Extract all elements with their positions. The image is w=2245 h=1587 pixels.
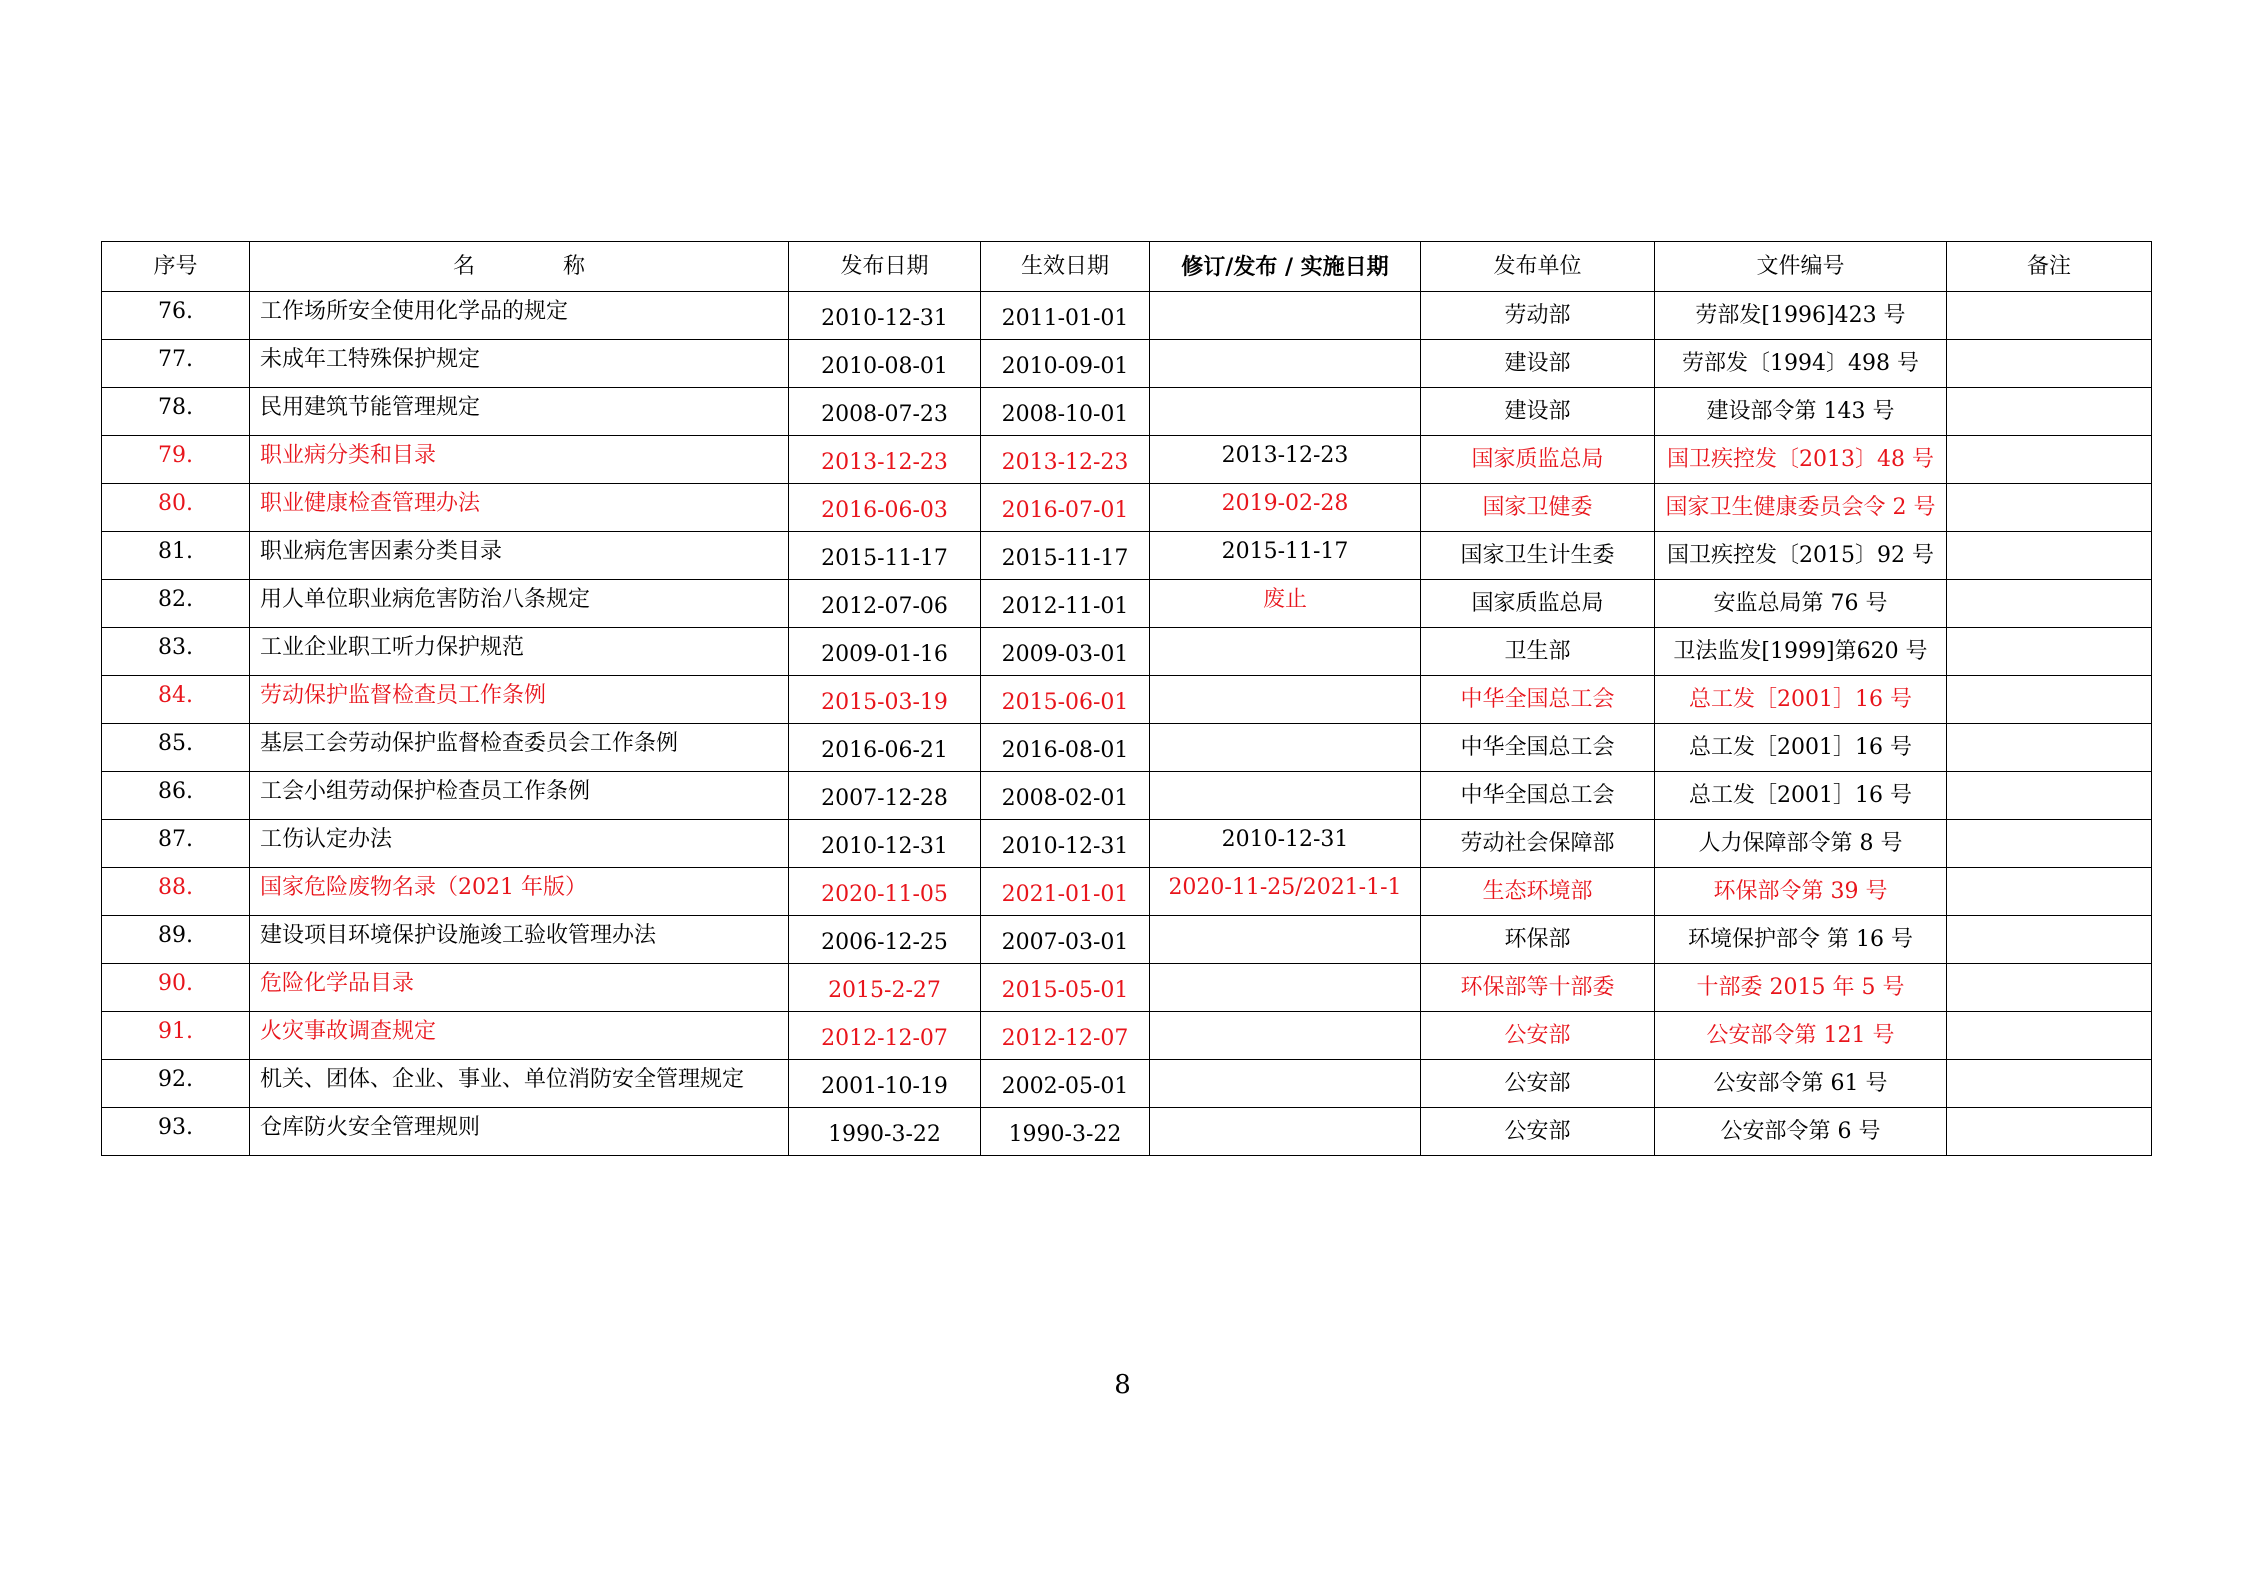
cell-no: 80. (102, 484, 250, 532)
cell-revised (1150, 628, 1421, 676)
page-number: 8 (1114, 1370, 1131, 1400)
cell-effective: 2012-11-01 (981, 580, 1150, 628)
cell-code: 安监总局第 76 号 (1655, 580, 1947, 628)
cell-no: 90. (102, 964, 250, 1012)
cell-name: 国家危险废物名录（2021 年版） (250, 868, 789, 916)
header-row (102, 242, 2152, 292)
cell-name: 仓库防火安全管理规则 (250, 1108, 789, 1156)
cell-issued: 2020-11-05 (789, 868, 981, 916)
table-row (102, 1060, 2152, 1108)
cell-note (1947, 964, 2152, 1012)
cell-no: 89. (102, 916, 250, 964)
cell-revised (1150, 1060, 1421, 1108)
cell-name: 机关、团体、企业、事业、单位消防安全管理规定 (250, 1060, 789, 1108)
cell-code: 十部委 2015 年 5 号 (1655, 964, 1947, 1012)
cell-issued: 2015-11-17 (789, 532, 981, 580)
table-row (102, 292, 2152, 340)
table-row (102, 580, 2152, 628)
cell-no: 78. (102, 388, 250, 436)
cell-issued: 2001-10-19 (789, 1060, 981, 1108)
cell-issued: 2016-06-21 (789, 724, 981, 772)
cell-name: 工作场所安全使用化学品的规定 (250, 292, 789, 340)
cell-name: 危险化学品目录 (250, 964, 789, 1012)
cell-name: 职业病危害因素分类目录 (250, 532, 789, 580)
cell-note (1947, 532, 2152, 580)
cell-effective: 2016-07-01 (981, 484, 1150, 532)
cell-unit: 环保部 (1421, 916, 1655, 964)
cell-revised: 2020-11-25/2021-1-1 (1150, 868, 1421, 916)
cell-issued: 2016-06-03 (789, 484, 981, 532)
cell-unit: 国家质监总局 (1421, 436, 1655, 484)
cell-unit: 公安部 (1421, 1012, 1655, 1060)
cell-name: 用人单位职业病危害防治八条规定 (250, 580, 789, 628)
table-row (102, 820, 2152, 868)
cell-note (1947, 340, 2152, 388)
cell-no: 85. (102, 724, 250, 772)
cell-code: 环境保护部令 第 16 号 (1655, 916, 1947, 964)
cell-name: 职业健康检查管理办法 (250, 484, 789, 532)
cell-effective: 2012-12-07 (981, 1012, 1150, 1060)
table-row (102, 916, 2152, 964)
cell-unit: 中华全国总工会 (1421, 676, 1655, 724)
cell-effective: 2007-03-01 (981, 916, 1150, 964)
cell-no: 87. (102, 820, 250, 868)
cell-note (1947, 1108, 2152, 1156)
cell-no: 93. (102, 1108, 250, 1156)
cell-effective: 2002-05-01 (981, 1060, 1150, 1108)
cell-no: 79. (102, 436, 250, 484)
cell-issued: 2007-12-28 (789, 772, 981, 820)
table-row (102, 676, 2152, 724)
cell-code: 劳部发[1996]423 号 (1655, 292, 1947, 340)
cell-note (1947, 1012, 2152, 1060)
cell-note (1947, 916, 2152, 964)
cell-issued: 2015-2-27 (789, 964, 981, 1012)
table-row (102, 868, 2152, 916)
cell-unit: 国家卫生计生委 (1421, 532, 1655, 580)
header-no: 序号 (102, 242, 250, 292)
header-name: 名 称 (250, 242, 789, 292)
cell-no: 77. (102, 340, 250, 388)
cell-name: 工会小组劳动保护检查员工作条例 (250, 772, 789, 820)
cell-revised: 2019-02-28 (1150, 484, 1421, 532)
cell-no: 76. (102, 292, 250, 340)
cell-code: 公安部令第 121 号 (1655, 1012, 1947, 1060)
header-effective: 生效日期 (981, 242, 1150, 292)
cell-no: 81. (102, 532, 250, 580)
cell-code: 卫法监发[1999]第620 号 (1655, 628, 1947, 676)
cell-no: 91. (102, 1012, 250, 1060)
cell-code: 总工发［2001］16 号 (1655, 772, 1947, 820)
cell-revised (1150, 724, 1421, 772)
cell-issued: 2012-07-06 (789, 580, 981, 628)
cell-name: 火灾事故调查规定 (250, 1012, 789, 1060)
cell-effective: 2008-02-01 (981, 772, 1150, 820)
cell-note (1947, 724, 2152, 772)
cell-unit: 公安部 (1421, 1060, 1655, 1108)
cell-no: 86. (102, 772, 250, 820)
cell-unit: 公安部 (1421, 1108, 1655, 1156)
cell-revised: 2010-12-31 (1150, 820, 1421, 868)
cell-code: 公安部令第 61 号 (1655, 1060, 1947, 1108)
cell-unit: 国家卫健委 (1421, 484, 1655, 532)
cell-name: 职业病分类和目录 (250, 436, 789, 484)
cell-no: 84. (102, 676, 250, 724)
table-row (102, 484, 2152, 532)
cell-note (1947, 868, 2152, 916)
cell-effective: 2010-12-31 (981, 820, 1150, 868)
cell-name: 工业企业职工听力保护规范 (250, 628, 789, 676)
cell-issued: 2010-08-01 (789, 340, 981, 388)
cell-revised (1150, 1108, 1421, 1156)
table-row (102, 724, 2152, 772)
cell-revised (1150, 964, 1421, 1012)
cell-name: 民用建筑节能管理规定 (250, 388, 789, 436)
cell-no: 83. (102, 628, 250, 676)
header-revised: 修订/发布 / 实施日期 (1150, 242, 1421, 292)
header-note: 备注 (1947, 242, 2152, 292)
cell-code: 劳部发〔1994〕498 号 (1655, 340, 1947, 388)
cell-issued: 2008-07-23 (789, 388, 981, 436)
cell-no: 82. (102, 580, 250, 628)
cell-effective: 2015-06-01 (981, 676, 1150, 724)
cell-revised: 2015-11-17 (1150, 532, 1421, 580)
cell-issued: 2010-12-31 (789, 292, 981, 340)
cell-code: 人力保障部令第 8 号 (1655, 820, 1947, 868)
cell-revised (1150, 1012, 1421, 1060)
table-row (102, 340, 2152, 388)
cell-effective: 2015-05-01 (981, 964, 1150, 1012)
header-code: 文件编号 (1655, 242, 1947, 292)
cell-issued: 2009-01-16 (789, 628, 981, 676)
cell-issued: 1990-3-22 (789, 1108, 981, 1156)
cell-effective: 1990-3-22 (981, 1108, 1150, 1156)
cell-name: 建设项目环境保护设施竣工验收管理办法 (250, 916, 789, 964)
cell-revised (1150, 388, 1421, 436)
cell-code: 环保部令第 39 号 (1655, 868, 1947, 916)
cell-note (1947, 292, 2152, 340)
cell-effective: 2021-01-01 (981, 868, 1150, 916)
cell-effective: 2015-11-17 (981, 532, 1150, 580)
cell-name: 工伤认定办法 (250, 820, 789, 868)
cell-note (1947, 484, 2152, 532)
cell-effective: 2010-09-01 (981, 340, 1150, 388)
cell-unit: 劳动部 (1421, 292, 1655, 340)
cell-effective: 2013-12-23 (981, 436, 1150, 484)
cell-issued: 2015-03-19 (789, 676, 981, 724)
cell-code: 公安部令第 6 号 (1655, 1108, 1947, 1156)
cell-note (1947, 628, 2152, 676)
cell-revised (1150, 916, 1421, 964)
table-row (102, 388, 2152, 436)
cell-note (1947, 676, 2152, 724)
cell-effective: 2009-03-01 (981, 628, 1150, 676)
cell-code: 国卫疾控发〔2013〕48 号 (1655, 436, 1947, 484)
cell-revised (1150, 340, 1421, 388)
table-row (102, 772, 2152, 820)
cell-code: 总工发［2001］16 号 (1655, 676, 1947, 724)
cell-effective: 2016-08-01 (981, 724, 1150, 772)
cell-note (1947, 388, 2152, 436)
cell-unit: 中华全国总工会 (1421, 772, 1655, 820)
cell-issued: 2012-12-07 (789, 1012, 981, 1060)
cell-revised (1150, 772, 1421, 820)
cell-note (1947, 580, 2152, 628)
cell-issued: 2013-12-23 (789, 436, 981, 484)
cell-effective: 2008-10-01 (981, 388, 1150, 436)
cell-issued: 2006-12-25 (789, 916, 981, 964)
cell-name: 劳动保护监督检查员工作条例 (250, 676, 789, 724)
cell-unit: 劳动社会保障部 (1421, 820, 1655, 868)
cell-name: 基层工会劳动保护监督检查委员会工作条例 (250, 724, 789, 772)
cell-effective: 2011-01-01 (981, 292, 1150, 340)
cell-unit: 建设部 (1421, 340, 1655, 388)
table-row (102, 964, 2152, 1012)
cell-note (1947, 436, 2152, 484)
cell-unit: 生态环境部 (1421, 868, 1655, 916)
cell-issued: 2010-12-31 (789, 820, 981, 868)
cell-no: 88. (102, 868, 250, 916)
cell-name: 未成年工特殊保护规定 (250, 340, 789, 388)
table-row (102, 628, 2152, 676)
table-row (102, 436, 2152, 484)
cell-unit: 国家质监总局 (1421, 580, 1655, 628)
cell-revised (1150, 676, 1421, 724)
cell-note (1947, 820, 2152, 868)
cell-revised: 2013-12-23 (1150, 436, 1421, 484)
header-issued: 发布日期 (789, 242, 981, 292)
cell-code: 国家卫生健康委员会令 2 号 (1655, 484, 1947, 532)
cell-code: 国卫疾控发〔2015〕92 号 (1655, 532, 1947, 580)
regulations-table (101, 241, 2152, 1156)
cell-unit: 建设部 (1421, 388, 1655, 436)
cell-unit: 环保部等十部委 (1421, 964, 1655, 1012)
cell-note (1947, 1060, 2152, 1108)
cell-code: 总工发［2001］16 号 (1655, 724, 1947, 772)
table-row (102, 1108, 2152, 1156)
cell-code: 建设部令第 143 号 (1655, 388, 1947, 436)
table-row (102, 1012, 2152, 1060)
cell-no: 92. (102, 1060, 250, 1108)
header-unit: 发布单位 (1421, 242, 1655, 292)
table-row (102, 532, 2152, 580)
cell-note (1947, 772, 2152, 820)
cell-unit: 中华全国总工会 (1421, 724, 1655, 772)
cell-revised: 废止 (1150, 580, 1421, 628)
cell-unit: 卫生部 (1421, 628, 1655, 676)
cell-revised (1150, 292, 1421, 340)
